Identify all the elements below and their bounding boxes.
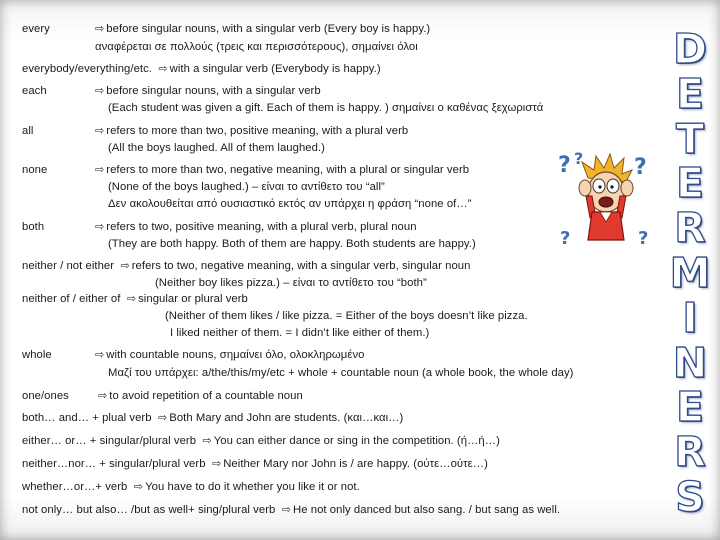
not-only-line: not only… but also… /but as well+ sing/plural verb ⇨ He not only danced but also sang. / but sang as well. — [22, 504, 561, 516]
arrow-icon: ⇨ — [157, 412, 168, 424]
determiners-vertical-title — [664, 25, 716, 521]
neither-line1: neither / not either ⇨ refers to two, negative meaning, with a singular verb, singular noun — [22, 260, 471, 272]
title-letter: S — [675, 472, 705, 521]
none-line1: ⇨ refers to more than two, negative meaning, with a plural or singular verb — [95, 164, 470, 176]
neither-of-line3: I liked neither of them. = I didn’t like either of them.) — [170, 327, 430, 339]
arrow-icon: ⇨ — [211, 458, 222, 470]
term-all: all — [22, 125, 34, 137]
arrow-icon: ⇨ — [95, 164, 105, 176]
term-neither-nor: neither…nor… + singular/plural verb — [22, 458, 206, 470]
term-neither: neither / not either — [22, 260, 115, 272]
everybody-line: everybody/everything/etc. ⇨ with a singular verb (Everybody is happy.) — [22, 63, 381, 75]
title-letter: I — [682, 293, 698, 342]
title-letter: N — [672, 338, 708, 387]
arrow-icon: ⇨ — [95, 349, 105, 361]
term-every: every — [22, 23, 50, 35]
either-or-line: either… or… + singular/plural verb ⇨ You can either dance or sing in the competition. (ή…ή…) — [22, 435, 500, 447]
both-and-line: both… and… + plual verb ⇨ Both Mary and John are students. (και…και…) — [22, 412, 404, 424]
question-mark-icon: ? — [634, 155, 647, 180]
title-letter: T — [676, 114, 704, 163]
one-line1: ⇨ to avoid repetition of a countable noun — [98, 390, 303, 402]
arrow-icon: ⇨ — [120, 260, 130, 272]
title-letter: E — [675, 69, 704, 118]
every-line1: ⇨ before singular nouns, with a singular verb (Every boy is happy.) — [95, 23, 431, 35]
arrow-icon: ⇨ — [95, 125, 105, 137]
whole-line2: Μαζί του υπάρχει: a/the/this/my/etc + whole + countable noun (a whole book, the whole day) — [108, 367, 574, 379]
title-letter: E — [675, 159, 704, 208]
term-each: each — [22, 85, 47, 97]
term-both: both — [22, 221, 45, 233]
arrow-icon: ⇨ — [98, 390, 108, 402]
whether-or-line: whether…or…+ verb ⇨ You have to do it whether you like it or not. — [22, 481, 360, 493]
whole-line1: ⇨ with countable nouns, σημαίνει όλο, ολοκληρωμένο — [95, 349, 365, 361]
every-line2: αναφέρεται σε πολλούς (τρεις και περισσότερους), σημαίνει όλοι — [95, 41, 418, 53]
arrow-icon: ⇨ — [126, 293, 137, 305]
neither-line2: (Neither boy likes pizza.) – είναι το αντίθετο του “both” — [155, 277, 427, 289]
term-whether-or: whether…or…+ verb — [22, 481, 128, 493]
term-both-and: both… and… + plual verb — [22, 412, 152, 424]
both-line1: ⇨ refers to two, positive meaning, with a plural verb, plural noun — [95, 221, 417, 233]
arrow-icon: ⇨ — [95, 85, 105, 97]
none-line3: Δεν ακολουθείται από ουσιαστικό εκτός αν υπάρχει η φράση “none of…” — [108, 198, 472, 210]
question-mark-icon: ? — [638, 228, 649, 249]
neither-of-line1: neither of / either of ⇨ singular or plural verb — [22, 293, 248, 305]
question-mark-icon: ? — [574, 149, 584, 168]
none-line2: (None of the boys laughed.) – είναι το αντίθετο του “all” — [108, 181, 385, 193]
arrow-icon: ⇨ — [133, 481, 144, 493]
arrow-icon: ⇨ — [281, 504, 292, 516]
arrow-icon: ⇨ — [158, 63, 168, 75]
term-everybody: everybody/everything/etc. — [22, 63, 152, 75]
title-letter: R — [674, 428, 706, 477]
term-neither-of: neither of / either of — [22, 293, 121, 305]
all-line1: ⇨ refers to more than two, positive meaning, with a plural verb — [95, 125, 409, 137]
each-line1: ⇨ before singular nouns, with a singular verb — [95, 85, 321, 97]
term-either-or: either… or… + singular/plural verb — [22, 435, 197, 447]
both-line2: (They are both happy. Both of them are happy. Both students are happy.) — [108, 238, 476, 250]
arrow-icon: ⇨ — [202, 435, 212, 447]
neither-of-line2: (Neither of them likes / like pizza. = Either of the boys doesn’t like pizza. — [165, 310, 528, 322]
term-one: one/ones — [22, 390, 69, 402]
arrow-icon: ⇨ — [95, 23, 105, 35]
arrow-icon: ⇨ — [95, 221, 105, 233]
question-mark-icon: ? — [558, 153, 571, 178]
each-line2: (Each student was given a gift. Each of them is happy. ) σημαίνει ο καθένας ξεχωριστά — [108, 102, 544, 114]
title-letter: R — [674, 204, 706, 253]
term-whole: whole — [22, 349, 52, 361]
title-letter: E — [675, 383, 704, 432]
title-letter: D — [672, 25, 708, 73]
question-mark-icon: ? — [560, 228, 571, 249]
term-not-only: not only… but also… /but as well+ sing/plural verb — [22, 504, 276, 516]
title-letter: M — [669, 248, 711, 297]
confused-character-illustration — [556, 148, 656, 258]
all-line2: (All the boys laughed. All of them laughed.) — [108, 142, 325, 154]
neither-nor-line: neither…nor… + singular/plural verb ⇨ Neither Mary nor John is / are happy. (ούτε…ούτε…) — [22, 458, 488, 470]
term-none: none — [22, 164, 48, 176]
